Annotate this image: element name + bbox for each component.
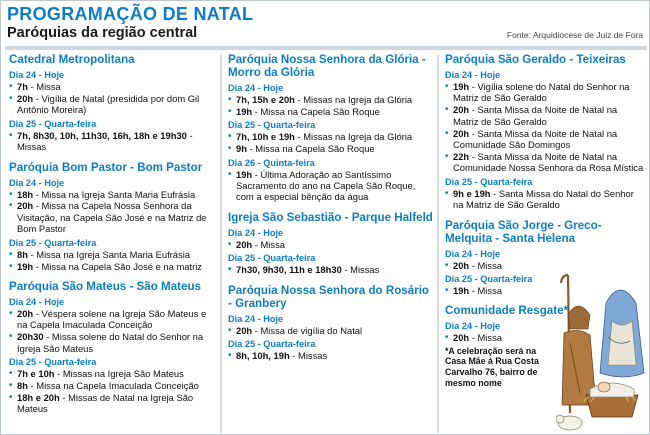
mass-description: - Missa na Igreja Santa Maria Eufrásia [27,248,191,260]
parish-section [228,53,433,203]
mass-entry [228,169,433,203]
mass-description: - Missa solene do Natal do Senhor na Igreja São Mateus [17,331,204,354]
mass-time: 20h [453,104,470,116]
mass-time: 20h [453,259,470,271]
day-heading: Dia 25 - Quarta-feira [9,237,97,248]
mass-time: 19h [17,260,34,272]
mass-description: - Missas [341,264,380,276]
mass-entry [445,151,645,174]
mass-description: - Santa Missa da Noite de Natal na Matriz de São Geraldo [453,104,618,127]
day-heading: Dia 25 - Quarta-feira [228,339,316,350]
mass-entry [228,325,433,336]
mass-description: - Missas de Natal na Igreja São Mateus [17,391,194,415]
mass-entry [9,368,216,379]
footnote: *A celebração será na Casa Mãe à Rua Costa Carvalho 76, bairro de mesmo nome [445,345,539,388]
mass-entry [228,143,433,154]
day-heading: Dia 25 - Quarta-feira [445,273,533,284]
mass-description: - Missa de vigília do Natal [252,324,363,336]
mass-time: 7h, 15h e 20h [236,94,295,105]
mass-time: 9h [236,143,247,155]
mass-description: - Missa na Capela São Roque [252,105,380,117]
parish-section [228,284,433,362]
parish-name: Comunidade Resgate* [445,304,569,318]
mass-description: - Missa na Capela Nossa Senhora da Visitação, na Capela São José e na Matriz de Bom Pastor [17,200,207,235]
mass-description: - Missa na Capela São Roque [246,143,375,155]
mass-description: - Missas [289,350,328,362]
mass-description: - Última Adoração ao Santíssimo Sacramento do ano na Capela São Roque, com a especial bênção da água [236,168,416,203]
mass-entry [228,94,433,105]
day-heading: Dia 24 - Hoje [228,227,284,238]
mass-entry [228,106,433,117]
mass-entry [445,188,645,211]
mass-entry [9,189,216,200]
mass-time: 20h [453,332,470,344]
mass-entry [9,200,216,234]
parish-name: Igreja São Sebastião - Parque Halfeld [228,210,433,224]
mass-description: - Missa [469,284,502,296]
header-divider [5,46,647,50]
mass-entry [9,380,216,391]
mass-description: - Véspera solene na Igreja São Mateus e na Capela Imaculada Conceição [17,307,207,331]
mass-time: 20h [236,238,253,250]
parish-name: Paróquia São Mateus - São Mateus [9,279,201,293]
mass-time: 19h [453,284,470,296]
mass-time: 7h e 10h [17,368,55,380]
mass-description: - Missa [469,259,502,271]
mass-description: - Santa Missa da Noite de Natal na Comunidade São Domingos [453,127,618,151]
mass-entry [228,350,433,361]
mass-entry [9,249,216,260]
day-heading: Dia 25 - Quarta-feira [9,357,97,368]
mass-entry [9,331,216,354]
parish-section [9,280,216,415]
mass-time: 19h [453,81,470,92]
page-subtitle: Paróquias da região central [7,25,198,41]
mass-entry [445,128,645,151]
day-heading: Dia 25 - Quarta-feira [445,176,533,187]
mass-description: - Missa [27,81,61,92]
mass-time: 8h [17,380,28,391]
parish-section [445,53,645,211]
mass-time: 20h [17,307,34,319]
mass-entry [9,261,216,272]
mass-description: - Vigília de Natal (presidida por dom Gil Antônio Moreira) [17,92,200,116]
parish-name: Paróquia Nossa Senhora da Glória - Morro da Glória [228,53,426,79]
mass-time: 8h [17,248,28,260]
mass-description: - Missas [17,129,193,153]
mass-description: - Missas na Igreja São Mateus [54,368,184,380]
mass-entry [228,131,433,142]
mass-time: 20h [453,127,470,139]
day-heading: Dia 24 - Hoje [9,177,65,188]
parish-name: Paróquia São Geraldo - Teixeiras [445,53,626,66]
mass-entry [9,130,216,153]
column-1 [9,53,216,423]
column-divider [437,55,439,433]
mass-description: - Vigília solene do Natal do Senhor na Matriz de São Geraldo [453,81,630,104]
column-divider [220,55,222,433]
mass-entry [228,264,433,275]
day-heading: Dia 24 - Hoje [228,313,284,324]
day-heading: Dia 24 - Hoje [228,83,284,93]
source-credit: Fonte: Arquidiocese de Juiz de Fora [506,30,643,40]
column-2 [228,53,433,369]
mass-description: - Santa Missa do Natal do Senhor na Matriz de São Geraldo [453,187,634,211]
parish-name: Catedral Metropolitana [9,53,135,66]
parish-section [228,211,433,276]
mass-entry [445,81,645,104]
mass-description: - Missas na Igreja da Glória [294,94,413,105]
day-heading: Dia 24 - Hoje [445,248,501,259]
mass-entry [9,93,216,116]
mass-time: 19h [236,105,253,117]
mass-description: - Missa [252,238,285,250]
day-heading: Dia 25 - Quarta-feira [228,253,316,264]
day-heading: Dia 25 - Quarta-feira [228,120,316,131]
mass-time: 20h [17,92,34,104]
mass-time: 20h [236,324,253,336]
parish-section [9,161,216,272]
page-title: PROGRAMAÇÃO DE NATAL [7,4,254,24]
mass-entry [9,308,216,331]
mass-description: - Missa na Capela São José e na matriz [33,260,202,272]
mass-time: 7h, 10h e 19h [236,131,295,143]
mass-time: 9h e 19h [453,187,491,199]
mass-description: - Missa na Igreja Santa Maria Eufrásia [33,188,196,200]
mass-time: 7h, 8h30, 10h, 11h30, 16h, 18h e 19h30 [17,129,187,141]
day-heading: Dia 25 - Quarta-feira [9,118,97,129]
mass-description: - Missa na Capela Imaculada Conceição [27,380,199,391]
mass-time: 7h30, 9h30, 11h e 18h30 [236,264,342,276]
mass-time: 18h [17,188,34,200]
nativity-scene-icon [556,263,650,435]
mass-entry [9,81,216,92]
mass-description: - Missas na Igreja da Glória [294,131,413,143]
mass-time: 20h [17,200,34,212]
day-heading: Dia 24 - Hoje [445,70,501,80]
day-heading: Dia 24 - Hoje [9,296,65,307]
parish-name: Paróquia Bom Pastor - Bom Pastor [9,160,203,174]
mass-entry [9,392,216,415]
mass-description: - Santa Missa da Noite de Natal na Comunidade Nossa Senhora da Rosa Mística [453,150,644,174]
day-heading: Dia 24 - Hoje [9,70,65,80]
mass-time: 18h e 20h [17,391,60,403]
mass-time: 22h [453,150,470,162]
day-heading: Dia 26 - Quinta-feira [228,157,315,168]
mass-time: 8h, 10h, 19h [236,350,290,362]
mass-time: 7h [17,81,28,92]
mass-time: 20h30 [17,331,44,343]
parish-name: Paróquia São Jorge - Greco-Melquita - Santa Helena [445,218,602,245]
parish-section [9,53,216,153]
mass-description: - Missa [469,332,502,344]
mass-entry [445,104,645,127]
day-heading: Dia 24 - Hoje [445,321,501,332]
mass-time: 19h [236,168,253,180]
parish-name: Paróquia Nossa Senhora do Rosário - Granbery [228,283,430,310]
mass-entry [228,239,433,250]
